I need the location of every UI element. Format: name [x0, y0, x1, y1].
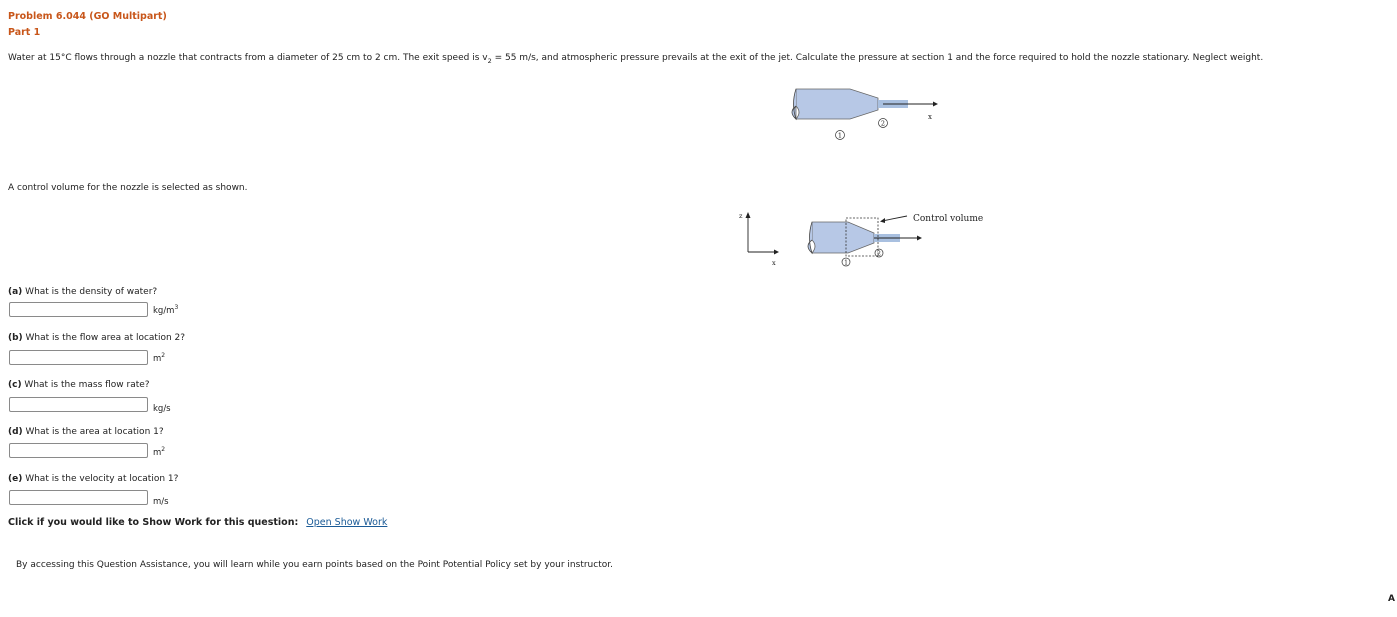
question-b-label: [8, 333, 185, 343]
density-unit: [153, 304, 178, 316]
x-axis-label: x: [772, 259, 776, 267]
question-text: What is the area at location 1?: [22, 427, 164, 437]
unit-text: m: [153, 353, 162, 364]
flow-area-2-unit: [153, 352, 165, 364]
unit-text: kg/s: [153, 403, 171, 414]
corner-text: A: [1388, 594, 1395, 604]
section1-label: 1: [844, 259, 848, 267]
statement-subscript: 2: [487, 56, 492, 65]
cv-pointer-arrowhead: [880, 218, 885, 223]
question-a-label: [8, 287, 157, 297]
question-text: What is the velocity at location 1?: [22, 474, 179, 484]
x-axis-label: x: [928, 113, 932, 121]
show-work-prompt: Click if you would like to Show Work for this question:: [8, 517, 299, 528]
unit-text: m: [153, 447, 162, 458]
question-letter: (d): [8, 427, 23, 437]
assistance-note: By accessing this Question Assistance, you will learn while you earn points based on the Point Potential Policy set by your instructor.: [16, 560, 613, 570]
open-show-work-link[interactable]: Open Show Work: [306, 517, 388, 528]
mass-flow-unit: [153, 402, 171, 414]
velocity-1-unit: [153, 495, 169, 507]
mass-flow-answer-input[interactable]: [9, 397, 148, 412]
question-text: What is the density of water?: [22, 287, 158, 297]
question-letter: (a): [8, 287, 23, 297]
question-text: What is the mass flow rate?: [21, 380, 150, 390]
nozzle-inlet-end: [808, 222, 812, 253]
area-1-answer-input[interactable]: [9, 443, 148, 458]
area-1-unit: [153, 446, 165, 458]
control-volume-figure: [734, 208, 1004, 270]
statement-before: Water at 15°C flows through a nozzle that contracts from a diameter of 25 cm to 2 cm. The exit speed is v: [8, 53, 488, 63]
problem-statement: [8, 53, 1263, 65]
question-c-label: [8, 380, 150, 390]
jet-arrowhead: [917, 236, 922, 241]
cv-pointer-line: [882, 216, 907, 221]
velocity-1-answer-input[interactable]: [9, 490, 148, 505]
question-d-label: [8, 427, 164, 437]
nozzle-figure: [788, 84, 948, 146]
part-label: Part 1: [8, 27, 41, 38]
density-answer-input[interactable]: [9, 302, 148, 317]
x-axis-arrowhead: [933, 102, 938, 107]
problem-title: Problem 6.044 (GO Multipart): [8, 11, 167, 22]
question-letter: (e): [8, 474, 23, 484]
z-axis-arrowhead: [746, 212, 751, 218]
x-axis-arrowhead: [774, 250, 779, 255]
question-text: What is the flow area at location 2?: [22, 333, 186, 343]
unit-exponent: 2: [161, 352, 166, 359]
control-volume-text: A control volume for the nozzle is selected as shown.: [8, 183, 248, 193]
unit-exponent: 3: [174, 304, 179, 311]
section1-label: 1: [837, 131, 843, 140]
question-letter: (c): [8, 380, 22, 390]
nozzle-body: [812, 222, 874, 253]
cv-label: Control volume: [913, 214, 984, 224]
section2-label: 2: [877, 250, 881, 258]
nozzle-body: [793, 89, 878, 119]
z-axis-label: z: [739, 212, 743, 220]
question-e-label: [8, 474, 178, 484]
question-letter: (b): [8, 333, 23, 343]
unit-exponent: 2: [161, 446, 166, 453]
show-work-row: [8, 517, 387, 528]
flow-area-2-answer-input[interactable]: [9, 350, 148, 365]
section2-label: 2: [880, 119, 886, 128]
unit-text: m/s: [153, 496, 169, 507]
unit-text: kg/m: [153, 305, 175, 316]
statement-after: = 55 m/s, and atmospheric pressure prevails at the exit of the jet. Calculate the pressure at section 1 and the force required to hold the nozzle stationary. Neglect weight.: [491, 53, 1264, 63]
